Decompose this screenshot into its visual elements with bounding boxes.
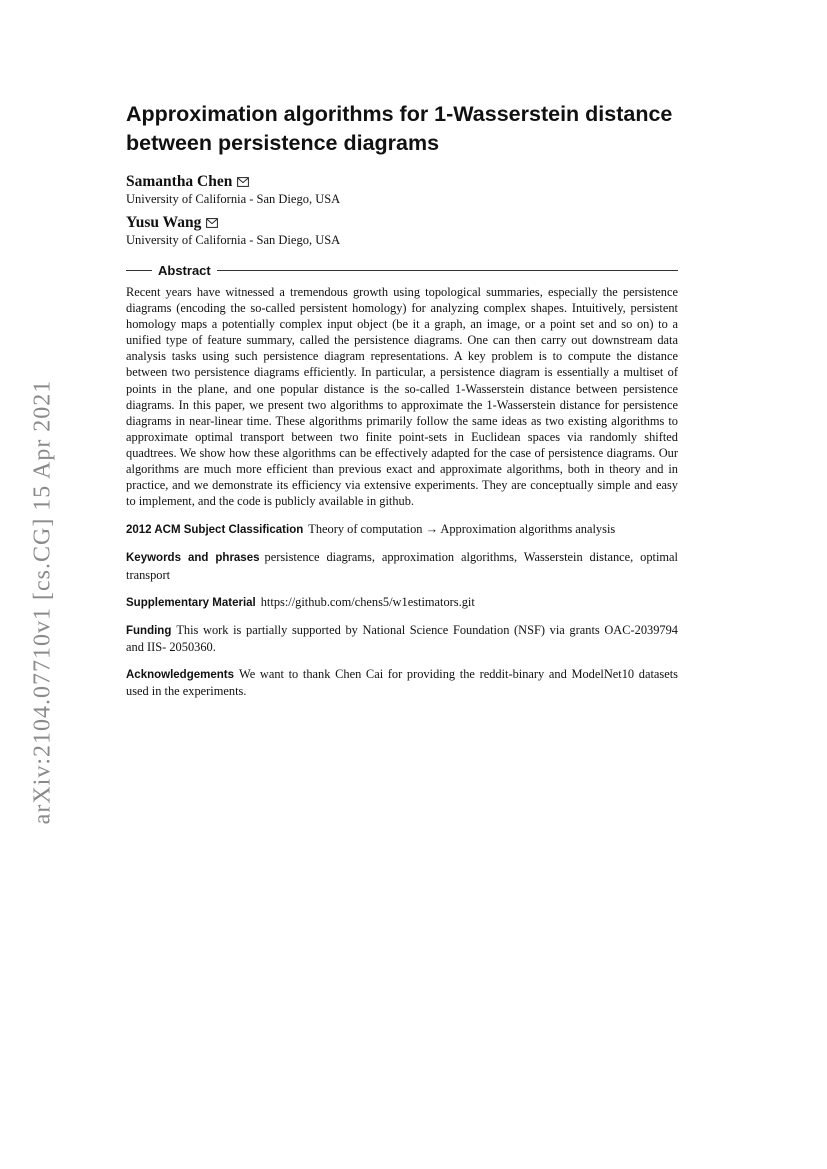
divider bbox=[126, 270, 152, 271]
supplementary-material bbox=[126, 594, 678, 611]
meta-label: Keywords and phrases bbox=[126, 552, 260, 565]
meta-value: persistence diagrams, approximation algorithms, Wasserstein distance, optimal transport bbox=[126, 550, 678, 582]
author-name bbox=[126, 213, 678, 232]
envelope-icon[interactable] bbox=[237, 177, 249, 187]
paper-first-page bbox=[126, 100, 678, 699]
acknowledgements bbox=[126, 666, 678, 699]
author-name-text: Yusu Wang bbox=[126, 214, 202, 231]
abstract-heading: Abstract bbox=[158, 262, 211, 278]
funding bbox=[126, 622, 678, 655]
acm-classification bbox=[126, 521, 678, 538]
abstract-heading-row bbox=[126, 262, 678, 278]
meta-value: We want to thank Chen Cai for providing the reddit-binary and ModelNet10 datasets used in the experiments. bbox=[126, 666, 678, 698]
arxiv-sidebar-stamp: arXiv:2104.07710v1 [cs.CG] 15 Apr 2021 bbox=[29, 379, 56, 825]
envelope-icon[interactable] bbox=[206, 218, 218, 228]
author-affiliation: University of California - San Diego, USA bbox=[126, 233, 341, 247]
meta-label: Supplementary Material bbox=[126, 596, 256, 609]
abstract-body: Recent years have witnessed a tremendous growth using topological summaries, especially the persistence diagrams (encoding the so-called persistent homology) for analyzing complex shapes. Intuitively, persistent homology maps a potentially complex input object (be it a graph, an image, or a point set and so on) to a unified type of feature summary, called the persistence diagrams. One can then carry out downstream data analysis tasks using such persistence diagram representations. A key problem is to compute the distance between two persistence diagrams efficiently. In particular, a persistence diagram is essentially a multiset of points in the plane, and one popular distance is the so-called 1-Wasserstein distance between persistence diagrams. In this paper, we present two algorithms to approximate the 1-Wasserstein distance for persistence diagrams in near-linear time. These algorithms primarily follow the same ideas as two existing algorithms to approximate optimal transport between two finite point-sets in Euclidean spaces via randomly shifted quadtrees. We show how these algorithms can be effectively adapted for the case of persistence diagrams. Our algorithms are much more efficient than previous exact and approximate algorithms, both in theory and in practice, and we demonstrate its efficiency via extensive experiments. They are conceptually simple and easy to implement, and the code is publicly available in github. bbox=[126, 285, 678, 509]
meta-value: Theory of computation → Approximation algorithms analysis bbox=[308, 522, 616, 537]
meta-label: Acknowledgements bbox=[126, 668, 234, 681]
meta-label: 2012 ACM Subject Classification bbox=[126, 524, 304, 537]
paper-title: Approximation algorithms for 1-Wasserstein distance between persistence diagrams bbox=[126, 102, 673, 155]
authors bbox=[126, 172, 678, 248]
meta-label: Funding bbox=[126, 624, 172, 637]
author-name-text: Samantha Chen bbox=[126, 173, 233, 190]
divider bbox=[217, 270, 678, 271]
author-affiliation: University of California - San Diego, USA bbox=[126, 192, 341, 206]
supplementary-link[interactable]: https://github.com/chens5/w1estimators.git bbox=[260, 594, 475, 609]
keywords bbox=[126, 549, 678, 582]
meta-value: This work is partially supported by National Science Foundation (NSF) via grants OAC-2039794 and IIS- 2050360. bbox=[126, 622, 678, 654]
author-name bbox=[126, 172, 678, 191]
